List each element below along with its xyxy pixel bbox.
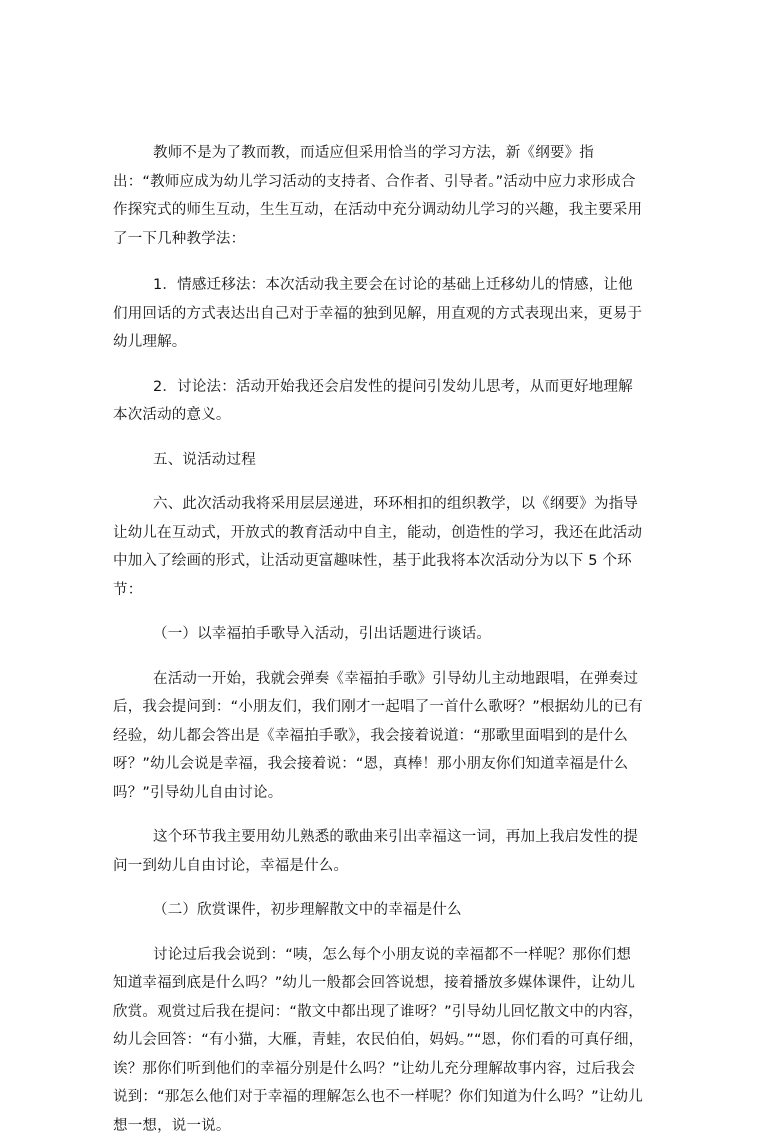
paragraph-activity-overview: 六、此次活动我将采用层层递进，环环相扣的组织教学，以《纲要》为指导让幼儿在互动式，开放式的教育活动中自主，能动，创造性的学习，我还在此活动中加入了绘画的形式，让活动更富趣味性，基于此我将本次活动分为以下 5 个环节： bbox=[113, 490, 645, 604]
paragraph-method-emotion-transfer: 1．情感迁移法：本次活动我主要会在讨论的基础上迁移幼儿的情感，让他们用回话的方式表达出自己对于幸福的独到见解，用直观的方式表现出来，更易于幼儿理解。 bbox=[113, 271, 645, 357]
paragraph-step-one-summary: 这个环节我主要用幼儿熟悉的歌曲来引出幸福这一词，再加上我启发性的提问一到幼儿自由讨论，幸福是什么。 bbox=[113, 823, 645, 880]
paragraph-step-two-detail: 讨论过后我会说到：“咦，怎么每个小朋友说的幸福都不一样呢？那你们想知道幸福到底是什么吗？”幼儿一般都会回答说想，接着播放多媒体课件，让幼儿欣赏。观赏过后我在提问：“散文中都出现了谁呀？”引导幼儿回忆散文中的内容，幼儿会回答：“有小猫，大雁，青蛙，农民伯伯，妈妈。”“恩，你们看的可真仔细，诶？那你们听到他们的幸福分别是什么吗？”让幼儿充分理解故事内容，过后我会说到：“那怎么他们对于幸福的理解怎么也不一样呢？你们知道为什么吗？”让幼儿想一想，说一说。 bbox=[113, 941, 645, 1140]
paragraph-method-discussion: 2．讨论法：活动开始我还会启发性的提问引发幼儿思考，从而更好地理解本次活动的意义。 bbox=[113, 373, 645, 430]
paragraph-teaching-methods-intro: 教师不是为了教而教，而适应但采用恰当的学习方法，新《纲要》指出：“教师应成为幼儿学习活动的支持者、合作者、引导者。”活动中应力求形成合作探究式的师生互动，生生互动，在活动中充分调动幼儿学习的兴趣，我主要采用了一下几种教学法： bbox=[113, 139, 645, 253]
subheading-step-one: （一）以幸福拍手歌导入活动，引出话题进行谈话。 bbox=[113, 620, 645, 649]
section-heading-activity-process: 五、说活动过程 bbox=[113, 446, 645, 475]
subheading-step-two: （二）欣赏课件，初步理解散文中的幸福是什么 bbox=[113, 896, 645, 925]
paragraph-step-one-detail: 在活动一开始，我就会弹奏《幸福拍手歌》引导幼儿主动地跟唱，在弹奏过后，我会提问到：“小朋友们，我们刚才一起唱了一首什么歌呀？”根据幼儿的已有经验，幼儿都会答出是《幸福拍手歌》，我会接着说道：“那歌里面唱到的是什么呀？”幼儿会说是幸福，我会接着说：“恩，真棒！那小朋友你们知道幸福是什么吗？”引导幼儿自由讨论。 bbox=[113, 665, 645, 808]
